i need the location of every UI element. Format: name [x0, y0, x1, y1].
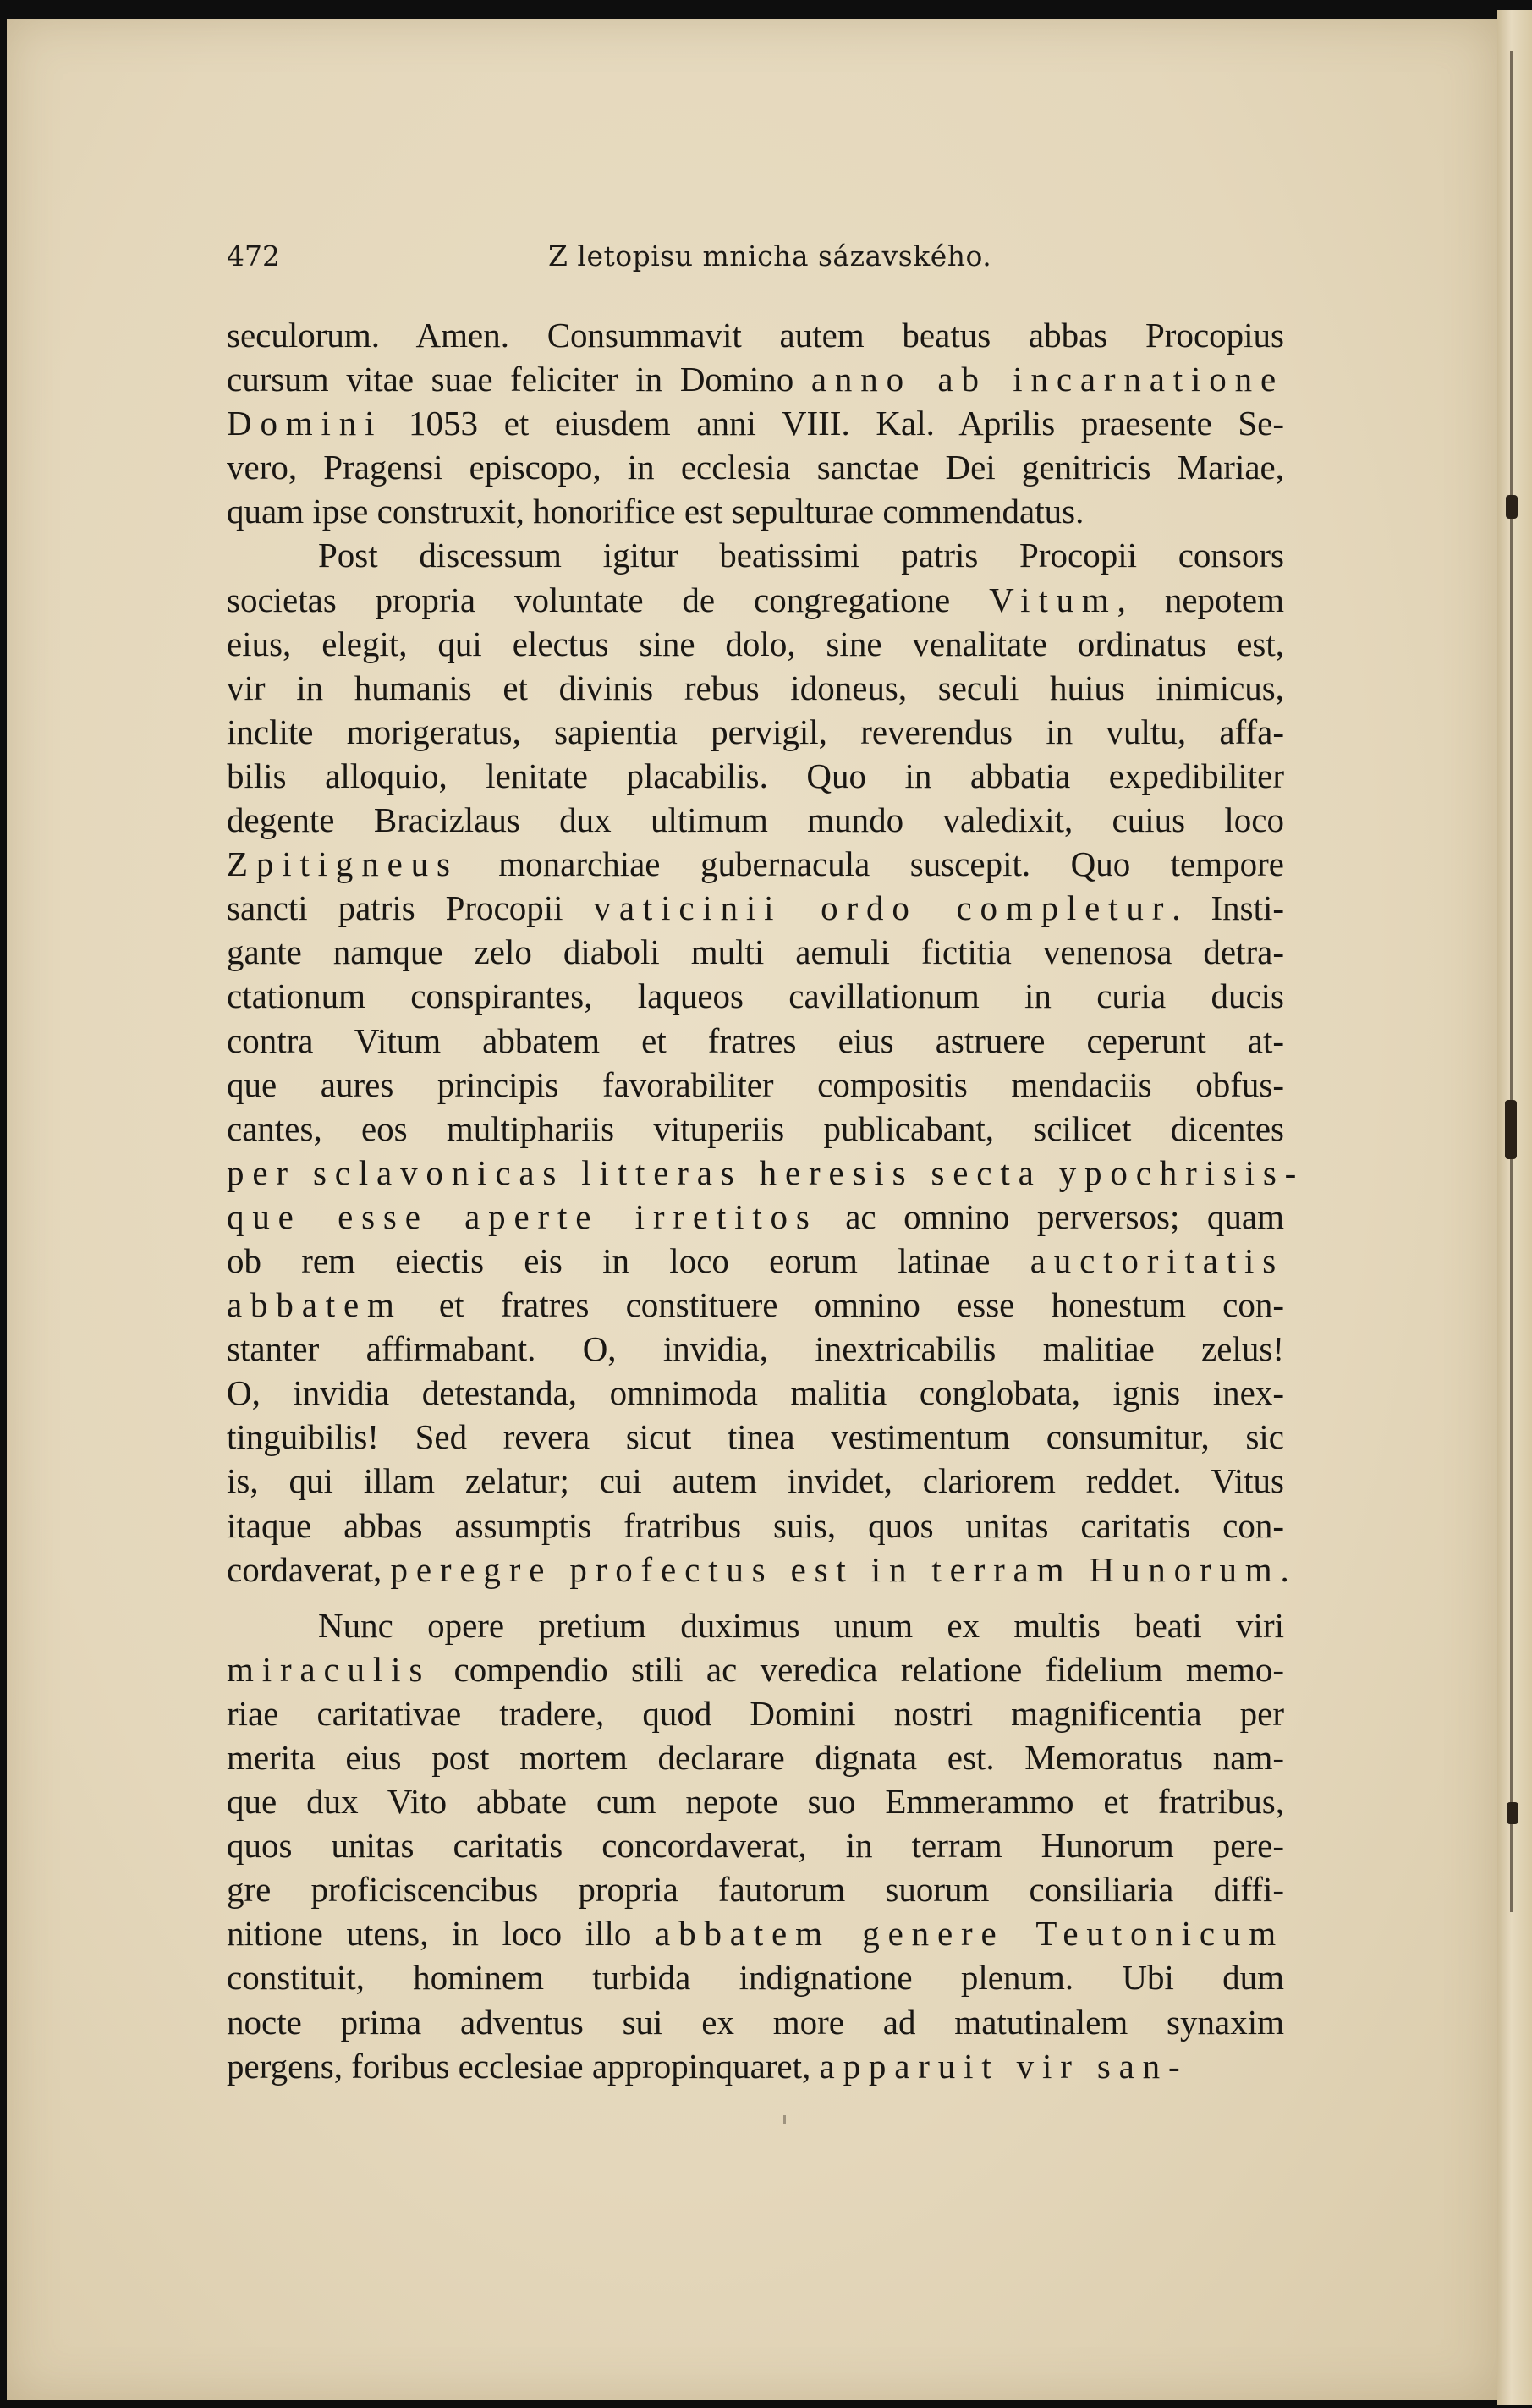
text-run: , nepotem [1117, 580, 1284, 619]
text-run: societas propria voluntate de congregatione [227, 580, 990, 619]
text-line [227, 1548, 1289, 1592]
spaced-text: anno ab incarnatione [810, 360, 1284, 399]
text-line [227, 1283, 1284, 1327]
text-line [227, 1195, 1284, 1239]
text-line [227, 1823, 1284, 1867]
text-run: 1053 et eiusdem anni VIII. Kal. Aprilis praesente Se- [382, 404, 1284, 443]
text-run: riae caritativae tradere, quod Domini nostri magnificentia per [227, 1693, 1284, 1733]
spaced-text: que esse aperte irretitos [227, 1196, 818, 1236]
text-run: . Insti- [1172, 888, 1285, 928]
text-run: ob rem eiectis eis in loco eorum latinae [227, 1240, 1030, 1280]
text-line [227, 754, 1284, 798]
text-line [227, 2000, 1284, 2044]
binding-edge [1510, 51, 1513, 1912]
text-run: que aures principis favorabiliter compositis mendaciis obfus- [227, 1064, 1284, 1104]
text-line [227, 930, 1284, 974]
text-line [227, 1779, 1284, 1823]
text-line [227, 1691, 1284, 1735]
text-run: contra Vitum abbatem et fratres eius astruere ceperunt at- [227, 1020, 1284, 1060]
text-run: compendio stili ac veredica relatione fidelium memo- [431, 1649, 1284, 1689]
text-run: que dux Vito abbate cum nepote suo Emmerammo et fratribus, [227, 1782, 1284, 1822]
text-line [227, 798, 1284, 842]
text-line [227, 578, 1284, 622]
text-line [227, 1415, 1284, 1459]
text-run: ctationum conspirantes, laqueos cavillationum in curia ducis [227, 976, 1284, 1016]
text-run: seculorum. Amen. Consummavit autem beatus abbas Procopius [227, 316, 1284, 355]
text-run: nitione utens, in loco illo [227, 1914, 656, 1954]
text-run: merita eius post mortem declarare dignata est. Memoratus nam- [227, 1738, 1284, 1777]
text-line [227, 401, 1284, 445]
text-run: gre proficiscencibus propria fautorum suorum consiliaria diffi- [227, 1870, 1284, 1910]
text-run: bilis alloquio, lenitate placabilis. Quo in abbatia expedibiliter [227, 756, 1284, 795]
page-gutter [1497, 10, 1532, 2405]
body-text [227, 313, 1305, 2088]
spaced-text: Zpitigneus [227, 844, 459, 884]
text-line [227, 1107, 1284, 1151]
page-number: 472 [227, 239, 280, 272]
text-line [227, 710, 1284, 754]
text-run: eius, elegit, qui electus sine dolo, sine venalitate ordinatus est, [227, 624, 1284, 663]
text-run: nocte prima adventus sui ex more ad matutinalem synaxim [227, 2002, 1284, 2042]
text-run: pergens, foribus ecclesiae appropinquaret, [227, 2046, 820, 2086]
text-run: cantes, eos multiphariis vituperiis publicabant, scilicet dicentes [227, 1108, 1284, 1148]
text-line [227, 842, 1284, 886]
text-line [227, 1603, 1284, 1647]
text-run: Post discessum igitur beatissimi patris Procopii consors [318, 536, 1284, 575]
text-line [227, 974, 1284, 1018]
text-line [227, 1327, 1284, 1371]
text-run: et fratres constituere omnino esse honestum con- [402, 1285, 1284, 1325]
text-run: vir in humanis et divinis rebus idoneus, seculi huius inimicus, [227, 668, 1284, 707]
text-run: cursum vitae suae feliciter in Domino [227, 360, 811, 399]
text-run: inclite morigeratus, sapientia pervigil, reverendus in vultu, affa- [227, 712, 1284, 751]
text-run: Nunc opere pretium duximus unum ex multis beati viri [318, 1605, 1284, 1645]
text-run: quam ipse construxit, honorifice est sepulturae commendatus. [227, 492, 1084, 531]
binding-mark [1507, 1802, 1518, 1824]
text-line [227, 1867, 1284, 1911]
spaced-text: per sclavonicas litteras heresis secta ypochrisis- [227, 1152, 1305, 1192]
ink-speck [783, 2115, 786, 2124]
spaced-text: apparuit vir san- [819, 2046, 1189, 2086]
spaced-text: abbatem genere Teutonicum [655, 1914, 1284, 1954]
text-line [227, 1239, 1284, 1283]
text-line [227, 1504, 1284, 1548]
page-header [227, 239, 1284, 278]
text-run: vero, Pragensi episcopo, in ecclesia sanctae Dei genitricis Mariae, [227, 448, 1284, 487]
text-line [227, 1371, 1284, 1415]
text-line [227, 1955, 1284, 1999]
binding-mark [1505, 1100, 1517, 1159]
spaced-text: Vitum [989, 580, 1117, 619]
text-line [227, 1063, 1284, 1107]
text-run: gante namque zelo diaboli multi aemuli fictitia venenosa detra- [227, 932, 1284, 972]
text-line [227, 1459, 1284, 1503]
text-run: constituit, hominem turbida indignatione plenum. Ubi dum [227, 1958, 1284, 1998]
text-line [227, 1151, 1305, 1195]
text-run: monarchiae gubernacula suscepit. Quo tempore [458, 844, 1284, 884]
spaced-text: abbatem [227, 1285, 403, 1325]
text-line [227, 1019, 1284, 1063]
text-line [227, 313, 1284, 357]
text-run: cordaverat, [227, 1549, 391, 1589]
text-line [227, 445, 1284, 489]
text-line [227, 489, 1284, 533]
text-line [227, 622, 1284, 666]
text-line [227, 2044, 1284, 2088]
text-run: ac omnino perversos; quam [817, 1196, 1284, 1236]
text-run: degente Bracizlaus dux ultimum mundo valedixit, cuius loco [227, 800, 1284, 840]
spaced-text: auctoritatis [1030, 1240, 1284, 1280]
spaced-text: vaticinii ordo completur [593, 888, 1172, 928]
text-line [227, 1735, 1284, 1779]
text-line [227, 1911, 1284, 1955]
text-run: quos unitas caritatis concordaverat, in terram Hunorum pere- [227, 1826, 1284, 1866]
spaced-text: peregre profectus est in terram Hunorum [390, 1549, 1281, 1589]
running-title: Z letopisu mnicha sázavského. [548, 239, 992, 272]
text-run: is, qui illam zelatur; cui autem invidet, clariorem reddet. Vitus [227, 1461, 1284, 1501]
text-line [227, 886, 1284, 930]
spaced-text: Domini [227, 404, 383, 443]
text-run: O, invidia detestanda, omnimoda malitia conglobata, ignis inex- [227, 1373, 1284, 1413]
text-run: itaque abbas assumptis fratribus suis, quos unitas caritatis con- [227, 1505, 1284, 1545]
text-line [227, 666, 1284, 710]
text-run: tinguibilis! Sed revera sicut tinea vestimentum consumitur, sic [227, 1417, 1284, 1457]
text-run: sancti patris Procopii [227, 888, 594, 928]
text-run: stanter affirmabant. O, invidia, inextricabilis malitiae zelus! [227, 1329, 1284, 1369]
text-run: . [1280, 1549, 1289, 1589]
text-line [227, 533, 1284, 577]
text-line [227, 357, 1284, 401]
spaced-text: miraculis [227, 1649, 431, 1689]
binding-mark [1506, 495, 1518, 519]
text-line [227, 1647, 1284, 1691]
